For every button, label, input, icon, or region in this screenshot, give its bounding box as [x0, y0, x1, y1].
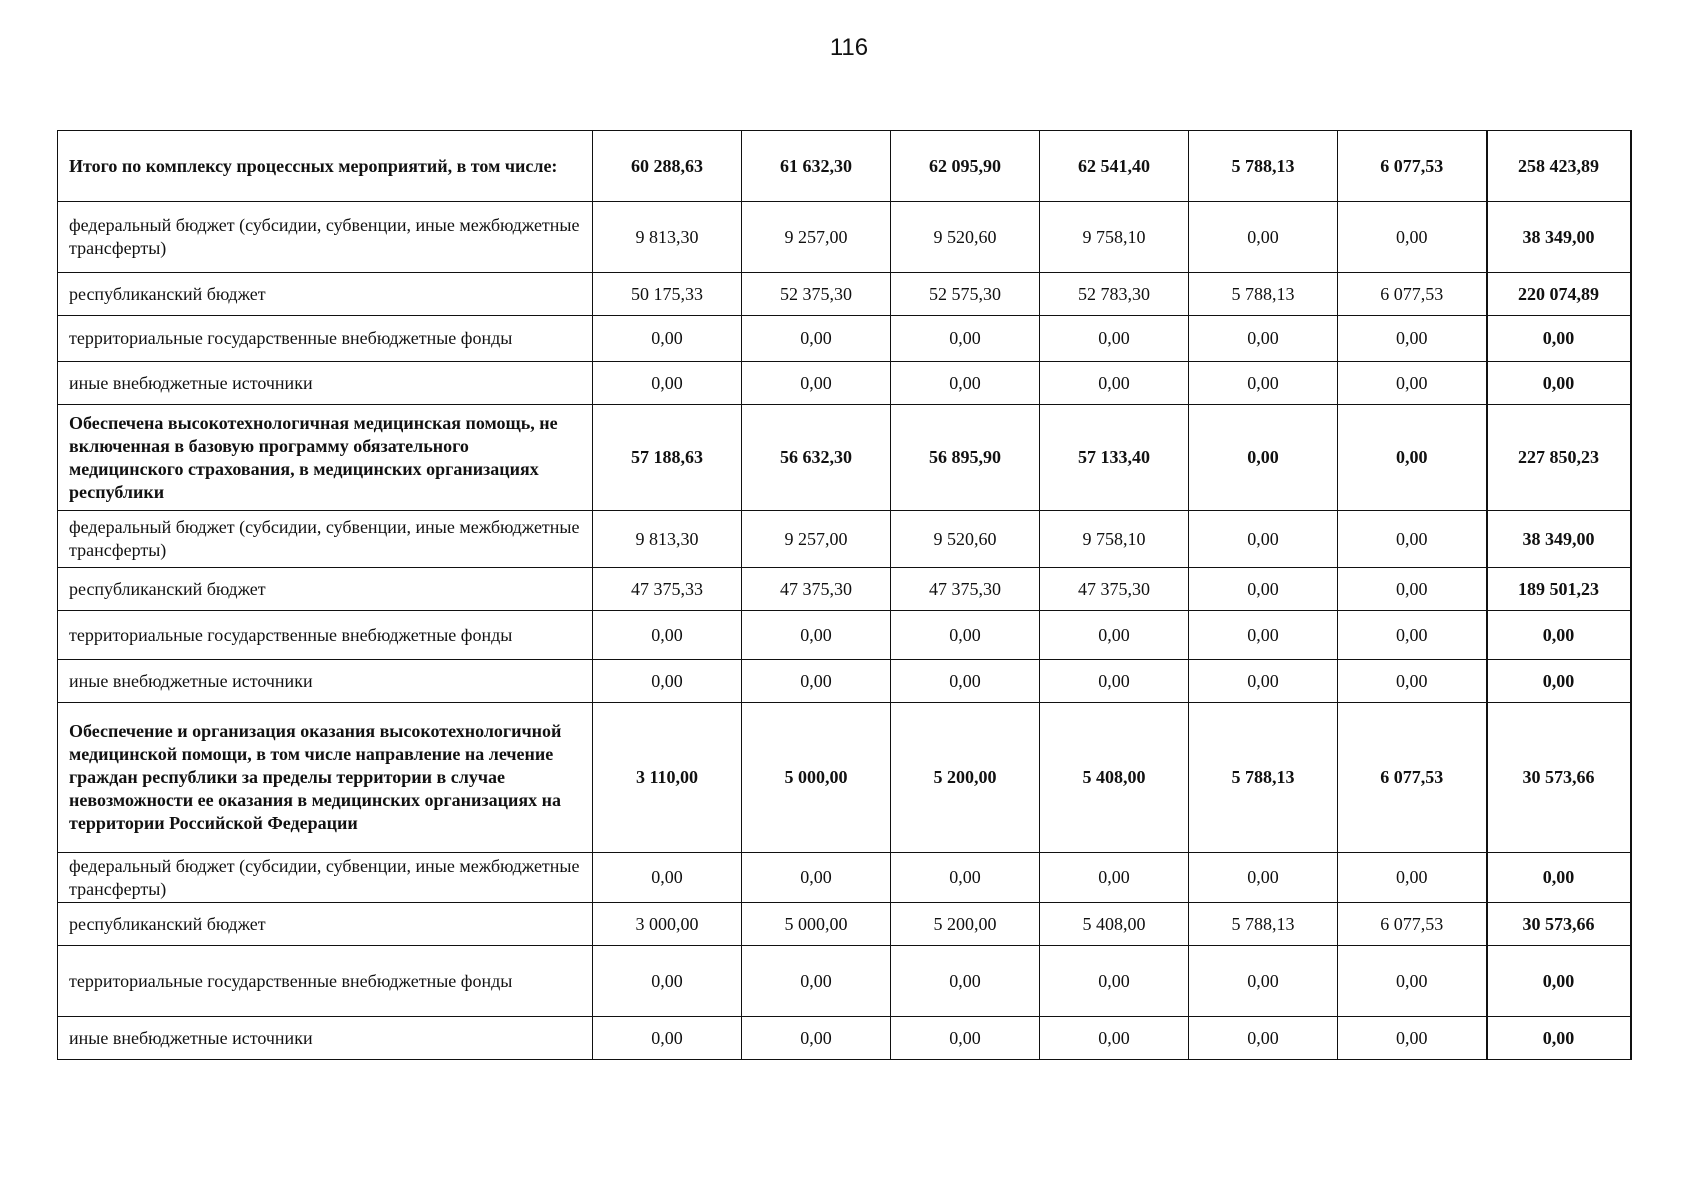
value-cell: 5 000,00: [742, 903, 891, 946]
row-label: республиканский бюджет: [58, 273, 593, 316]
value-cell: 0,00: [1338, 568, 1487, 611]
value-cell: 0,00: [742, 1017, 891, 1060]
row-label: республиканский бюджет: [58, 903, 593, 946]
value-cell: 0,00: [593, 853, 742, 903]
value-cell: 6 077,53: [1338, 273, 1487, 316]
value-cell: 0,00: [1189, 611, 1338, 660]
value-cell: 0,00: [1189, 202, 1338, 273]
value-cell: 0,00: [891, 853, 1040, 903]
value-cell: 0,00: [1040, 660, 1189, 703]
table-row: [58, 202, 1631, 273]
row-label: Итого по комплексу процессных мероприятий, в том числе:: [58, 131, 593, 202]
value-cell: 0,00: [1189, 568, 1338, 611]
value-cell: 0,00: [1189, 660, 1338, 703]
value-cell: 62 095,90: [891, 131, 1040, 202]
value-cell: 6 077,53: [1338, 703, 1487, 853]
value-cell: 0,00: [1338, 611, 1487, 660]
table-row: [58, 511, 1631, 568]
value-cell: 5 000,00: [742, 703, 891, 853]
row-label: территориальные государственные внебюджетные фонды: [58, 611, 593, 660]
value-cell: 5 200,00: [891, 903, 1040, 946]
row-label: территориальные государственные внебюджетные фонды: [58, 946, 593, 1017]
table-row: [58, 660, 1631, 703]
value-cell: 0,00: [891, 1017, 1040, 1060]
value-cell: 0,00: [742, 611, 891, 660]
value-cell: 0,00: [593, 660, 742, 703]
row-label: территориальные государственные внебюджетные фонды: [58, 316, 593, 362]
value-cell: 5 408,00: [1040, 703, 1189, 853]
row-label: федеральный бюджет (субсидии, субвенции, иные межбюджетные трансферты): [58, 511, 593, 568]
value-cell: 0,00: [742, 946, 891, 1017]
value-cell: 0,00: [1189, 362, 1338, 405]
value-cell: 0,00: [1338, 202, 1487, 273]
value-cell: 0,00: [891, 316, 1040, 362]
total-cell: 38 349,00: [1487, 511, 1631, 568]
value-cell: 57 188,63: [593, 405, 742, 511]
value-cell: 47 375,30: [891, 568, 1040, 611]
value-cell: 0,00: [742, 316, 891, 362]
value-cell: 0,00: [891, 660, 1040, 703]
value-cell: 0,00: [1040, 853, 1189, 903]
value-cell: 5 788,13: [1189, 903, 1338, 946]
value-cell: 60 288,63: [593, 131, 742, 202]
value-cell: 0,00: [1338, 660, 1487, 703]
page-number: 116: [829, 34, 869, 61]
value-cell: 0,00: [1338, 511, 1487, 568]
value-cell: 5 200,00: [891, 703, 1040, 853]
value-cell: 0,00: [742, 660, 891, 703]
value-cell: 9 520,60: [891, 511, 1040, 568]
budget-table: [57, 130, 1632, 1060]
value-cell: 0,00: [1040, 316, 1189, 362]
table-row-section: [58, 703, 1631, 853]
table-row-section: [58, 405, 1631, 511]
total-cell: 0,00: [1487, 611, 1631, 660]
table-row: [58, 853, 1631, 903]
row-label: республиканский бюджет: [58, 568, 593, 611]
table-row: [58, 568, 1631, 611]
value-cell: 5 788,13: [1189, 273, 1338, 316]
value-cell: 52 375,30: [742, 273, 891, 316]
value-cell: 0,00: [742, 853, 891, 903]
total-cell: 38 349,00: [1487, 202, 1631, 273]
table-row: [58, 362, 1631, 405]
value-cell: 9 257,00: [742, 202, 891, 273]
table-row: [58, 611, 1631, 660]
value-cell: 6 077,53: [1338, 131, 1487, 202]
table-row-section: [58, 131, 1631, 202]
value-cell: 61 632,30: [742, 131, 891, 202]
total-cell: 30 573,66: [1487, 903, 1631, 946]
value-cell: 9 758,10: [1040, 202, 1189, 273]
value-cell: 3 000,00: [593, 903, 742, 946]
row-label: иные внебюджетные источники: [58, 362, 593, 405]
total-cell: 0,00: [1487, 660, 1631, 703]
total-cell: 30 573,66: [1487, 703, 1631, 853]
value-cell: 56 632,30: [742, 405, 891, 511]
value-cell: 0,00: [891, 611, 1040, 660]
value-cell: 5 788,13: [1189, 703, 1338, 853]
row-label: федеральный бюджет (субсидии, субвенции, иные межбюджетные трансферты): [58, 202, 593, 273]
value-cell: 3 110,00: [593, 703, 742, 853]
value-cell: 0,00: [1338, 316, 1487, 362]
value-cell: 0,00: [1189, 946, 1338, 1017]
value-cell: 0,00: [1040, 611, 1189, 660]
value-cell: 0,00: [593, 316, 742, 362]
total-cell: 0,00: [1487, 316, 1631, 362]
total-cell: 189 501,23: [1487, 568, 1631, 611]
value-cell: 0,00: [1040, 362, 1189, 405]
total-cell: 0,00: [1487, 362, 1631, 405]
value-cell: 0,00: [1338, 405, 1487, 511]
row-label: иные внебюджетные источники: [58, 1017, 593, 1060]
value-cell: 9 257,00: [742, 511, 891, 568]
value-cell: 0,00: [1189, 1017, 1338, 1060]
table-row: [58, 946, 1631, 1017]
row-label: Обеспечение и организация оказания высокотехнологичной медицинской помощи, в том числе направление на лечение граждан республики за пределы территории в случае невозможности ее оказания в медицинских организациях на территории Российской Федерации: [58, 703, 593, 853]
value-cell: 5 408,00: [1040, 903, 1189, 946]
value-cell: 0,00: [1040, 946, 1189, 1017]
value-cell: 0,00: [593, 611, 742, 660]
table-row: [58, 1017, 1631, 1060]
value-cell: 0,00: [891, 946, 1040, 1017]
value-cell: 9 813,30: [593, 511, 742, 568]
total-cell: 0,00: [1487, 946, 1631, 1017]
value-cell: 0,00: [1040, 1017, 1189, 1060]
value-cell: 0,00: [593, 362, 742, 405]
value-cell: 9 520,60: [891, 202, 1040, 273]
value-cell: 6 077,53: [1338, 903, 1487, 946]
value-cell: 5 788,13: [1189, 131, 1338, 202]
value-cell: 47 375,30: [742, 568, 891, 611]
table-body: [58, 131, 1631, 1060]
row-label: Обеспечена высокотехнологичная медицинская помощь, не включенная в базовую программу обязательного медицинского страхования, в медицинских организациях республики: [58, 405, 593, 511]
value-cell: 0,00: [742, 362, 891, 405]
value-cell: 52 575,30: [891, 273, 1040, 316]
value-cell: 0,00: [1189, 405, 1338, 511]
value-cell: 0,00: [891, 362, 1040, 405]
value-cell: 9 758,10: [1040, 511, 1189, 568]
value-cell: 50 175,33: [593, 273, 742, 316]
row-label: федеральный бюджет (субсидии, субвенции, иные межбюджетные трансферты): [58, 853, 593, 903]
value-cell: 0,00: [1189, 511, 1338, 568]
total-cell: 258 423,89: [1487, 131, 1631, 202]
total-cell: 0,00: [1487, 1017, 1631, 1060]
value-cell: 0,00: [593, 946, 742, 1017]
value-cell: 0,00: [1338, 362, 1487, 405]
value-cell: 57 133,40: [1040, 405, 1189, 511]
value-cell: 0,00: [1189, 316, 1338, 362]
value-cell: 0,00: [1338, 853, 1487, 903]
value-cell: 47 375,33: [593, 568, 742, 611]
value-cell: 56 895,90: [891, 405, 1040, 511]
value-cell: 0,00: [1338, 1017, 1487, 1060]
row-label: иные внебюджетные источники: [58, 660, 593, 703]
table-row: [58, 903, 1631, 946]
value-cell: 52 783,30: [1040, 273, 1189, 316]
value-cell: 0,00: [1338, 946, 1487, 1017]
value-cell: 9 813,30: [593, 202, 742, 273]
value-cell: 47 375,30: [1040, 568, 1189, 611]
table-row: [58, 316, 1631, 362]
total-cell: 227 850,23: [1487, 405, 1631, 511]
value-cell: 0,00: [593, 1017, 742, 1060]
table-row: [58, 273, 1631, 316]
total-cell: 220 074,89: [1487, 273, 1631, 316]
value-cell: 0,00: [1189, 853, 1338, 903]
total-cell: 0,00: [1487, 853, 1631, 903]
value-cell: 62 541,40: [1040, 131, 1189, 202]
